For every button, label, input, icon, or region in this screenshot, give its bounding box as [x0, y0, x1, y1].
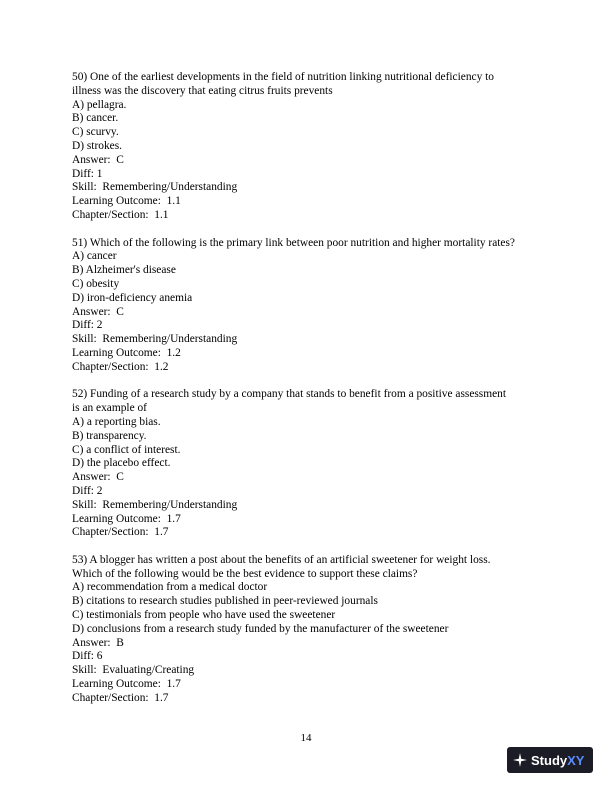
question-50 [72, 71, 542, 223]
learning-outcome: Learning Outcome: 1.7 [72, 678, 181, 691]
option-d: D) conclusions from a research study funded by the manufacturer of the sweetener [72, 622, 449, 635]
question-list [72, 71, 542, 719]
option-a: A) a reporting bias. [72, 415, 161, 428]
answer: Answer: C [72, 153, 124, 166]
option-c: C) testimonials from people who have used the sweetener [72, 609, 336, 622]
question-stem: 50) One of the earliest developments in the field of nutrition linking nutritional deficiency to [72, 71, 494, 83]
learning-outcome: Learning Outcome: 1.1 [72, 195, 181, 208]
question-53 [72, 554, 542, 706]
skill: Skill: Remembering/Understanding [72, 498, 238, 511]
learning-outcome: Learning Outcome: 1.2 [72, 346, 181, 359]
difficulty: Diff: 2 [72, 484, 103, 497]
chapter-section: Chapter/Section: 1.2 [72, 360, 169, 373]
question-stem: Which of the following would be the best evidence to support these claims? [72, 567, 418, 580]
option-a: A) cancer [72, 250, 117, 263]
question-51 [72, 237, 542, 375]
question-stem: 53) A blogger has written a post about the benefits of an artificial sweetener for weight loss. [72, 553, 491, 566]
option-b: B) citations to research studies published in peer-reviewed journals [72, 595, 378, 608]
question-52 [72, 388, 542, 540]
difficulty: Diff: 1 [72, 167, 103, 180]
option-c: C) obesity [72, 277, 120, 290]
difficulty: Diff: 6 [72, 650, 103, 663]
option-d: D) the placebo effect. [72, 457, 171, 470]
option-d: D) strokes. [72, 139, 122, 152]
answer: Answer: C [72, 305, 124, 318]
chapter-section: Chapter/Section: 1.7 [72, 691, 169, 704]
learning-outcome: Learning Outcome: 1.7 [72, 512, 181, 525]
option-b: B) cancer. [72, 112, 119, 125]
option-b: B) Alzheimer's disease [72, 264, 176, 277]
option-c: C) a conflict of interest. [72, 443, 181, 456]
option-a: A) pellagra. [72, 98, 127, 111]
option-b: B) transparency. [72, 429, 147, 442]
option-c: C) scurvy. [72, 126, 119, 139]
plus-icon [513, 753, 527, 767]
option-a: A) recommendation from a medical doctor [72, 581, 268, 594]
question-stem: illness was the discovery that eating citrus fruits prevents [72, 84, 333, 97]
skill: Skill: Evaluating/Creating [72, 664, 195, 677]
chapter-section: Chapter/Section: 1.7 [72, 526, 169, 539]
page-number: 14 [300, 732, 312, 744]
chapter-section: Chapter/Section: 1.1 [72, 208, 169, 221]
answer: Answer: B [72, 636, 124, 649]
question-stem: 51) Which of the following is the primary link between poor nutrition and higher mortality rates? [72, 236, 515, 249]
option-d: D) iron-deficiency anemia [72, 291, 193, 304]
question-stem: is an example of [72, 402, 147, 415]
brand-name: Study [531, 752, 568, 768]
brand-accent: XY [567, 752, 585, 768]
skill: Skill: Remembering/Understanding [72, 333, 238, 346]
answer: Answer: C [72, 471, 124, 484]
skill: Skill: Remembering/Understanding [72, 181, 238, 194]
question-stem: 52) Funding of a research study by a company that stands to benefit from a positive assessment [72, 388, 507, 401]
difficulty: Diff: 2 [72, 319, 103, 332]
studyxy-badge[interactable] [507, 747, 593, 773]
